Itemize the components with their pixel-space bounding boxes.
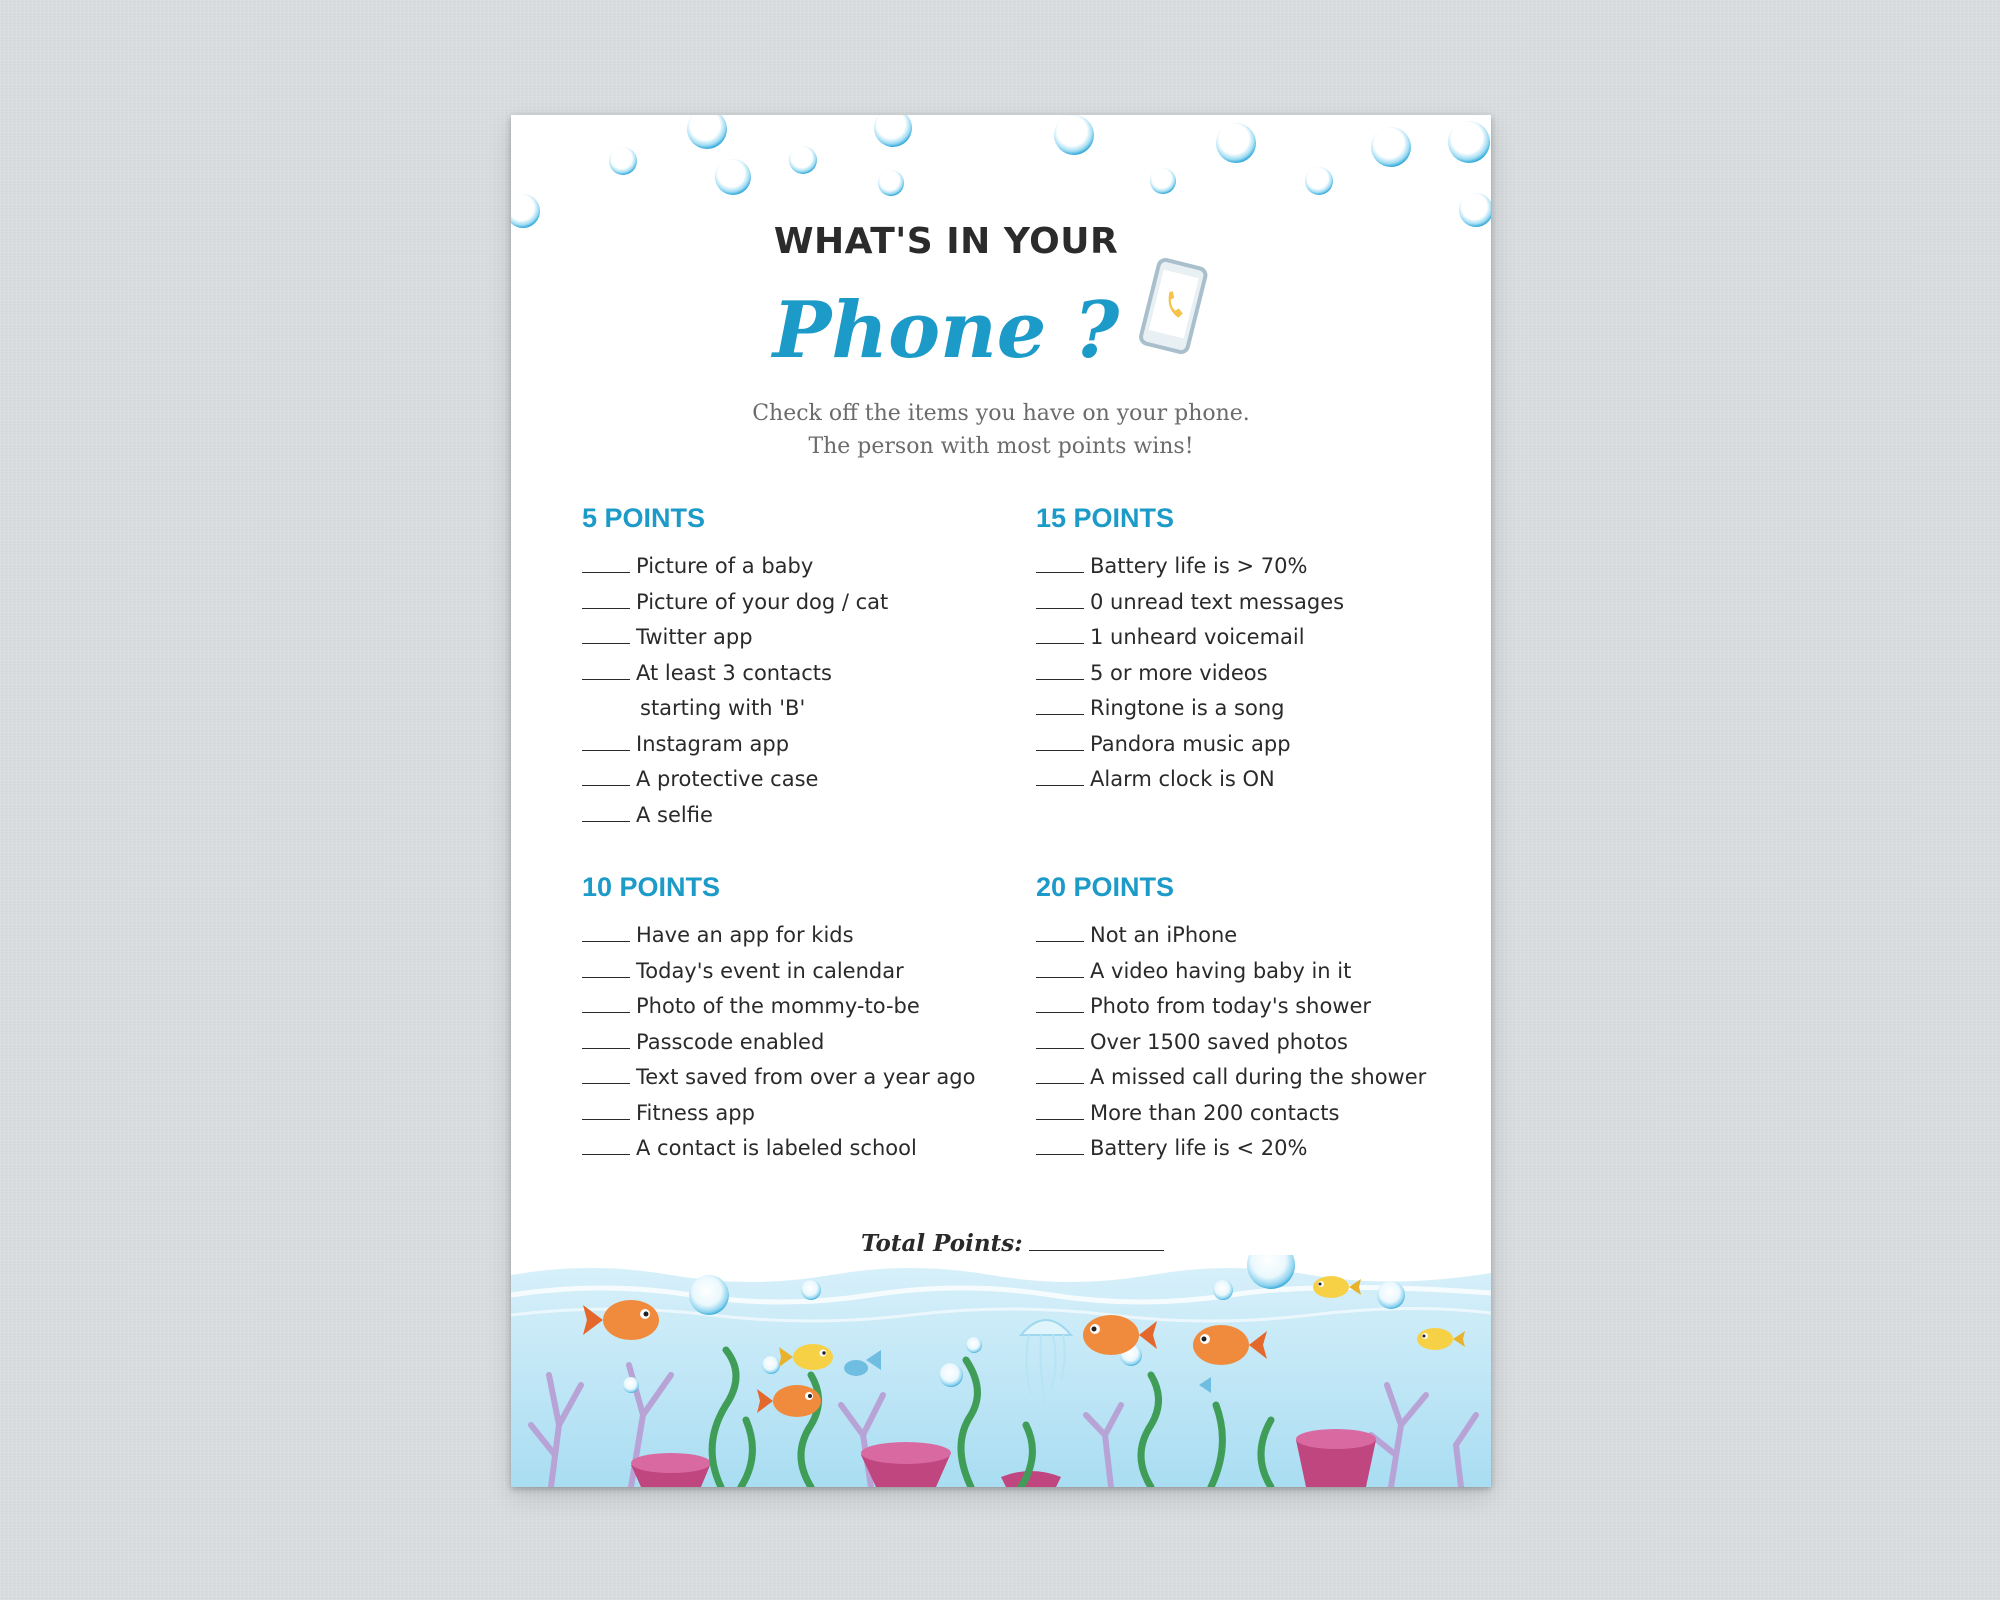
blank-line bbox=[582, 801, 630, 822]
section-title: 5 POINTS bbox=[582, 503, 706, 533]
section-title: 10 POINTS bbox=[582, 872, 721, 902]
list-item-continuation: starting with 'B' bbox=[640, 696, 806, 720]
blank-line bbox=[582, 552, 630, 573]
blank-line bbox=[582, 659, 630, 680]
list-item: Battery life is > 70% bbox=[1036, 549, 1456, 585]
blank-line bbox=[1036, 552, 1084, 573]
instructions-line-2: The person with most points wins! bbox=[808, 434, 1194, 459]
blank-line bbox=[1036, 921, 1084, 942]
blank-line bbox=[582, 921, 630, 942]
list-item: Not an iPhone bbox=[1036, 918, 1456, 954]
blank-line bbox=[582, 957, 630, 978]
list-item: Passcode enabled bbox=[582, 1025, 1002, 1061]
blank-line bbox=[582, 623, 630, 644]
blank-line bbox=[582, 1063, 630, 1084]
section-title: 15 POINTS bbox=[1036, 503, 1175, 533]
list-item: Fitness app bbox=[582, 1096, 1002, 1132]
list-item: Alarm clock is ON bbox=[1036, 762, 1456, 798]
blank-line bbox=[582, 765, 630, 786]
list-item: 0 unread text messages bbox=[1036, 585, 1456, 621]
list-item: Over 1500 saved photos bbox=[1036, 1025, 1456, 1061]
blank-line bbox=[1036, 1099, 1084, 1120]
list-item: Picture of a baby bbox=[582, 549, 1002, 585]
section-title: 20 POINTS bbox=[1036, 872, 1175, 902]
printable-card bbox=[511, 115, 1491, 1487]
list-item: A missed call during the shower bbox=[1036, 1060, 1456, 1096]
title-main: Phone ? bbox=[772, 285, 1120, 376]
list-item: At least 3 contacts bbox=[582, 656, 1002, 692]
blank-line bbox=[1036, 992, 1084, 1013]
blank-line bbox=[1036, 765, 1084, 786]
underwater-scene bbox=[511, 1255, 1491, 1487]
blank-line bbox=[1036, 1134, 1084, 1155]
blank-line bbox=[582, 1134, 630, 1155]
blank-line bbox=[582, 588, 630, 609]
blank-line bbox=[582, 1099, 630, 1120]
total-points-blank bbox=[1029, 1230, 1164, 1251]
blank-line bbox=[582, 730, 630, 751]
blank-line bbox=[1036, 1028, 1084, 1049]
list-item: Battery life is < 20% bbox=[1036, 1131, 1456, 1167]
phone-icon bbox=[1133, 257, 1213, 357]
list-item: Today's event in calendar bbox=[582, 954, 1002, 990]
blank-line bbox=[1036, 659, 1084, 680]
section-10-points bbox=[582, 872, 1002, 1167]
list-item: Instagram app bbox=[582, 727, 1002, 763]
list-item: A video having baby in it bbox=[1036, 954, 1456, 990]
list-item: A protective case bbox=[582, 762, 1002, 798]
list-item: Twitter app bbox=[582, 620, 1002, 656]
total-points-label: Total Points: bbox=[861, 1230, 1023, 1257]
blank-line bbox=[1036, 694, 1084, 715]
list-item: Pandora music app bbox=[1036, 727, 1456, 763]
list-item: Photo of the mommy-to-be bbox=[582, 989, 1002, 1025]
list-item: Ringtone is a song bbox=[1036, 691, 1456, 727]
instructions bbox=[511, 397, 1491, 463]
list-item: 5 or more videos bbox=[1036, 656, 1456, 692]
list-item: A contact is labeled school bbox=[582, 1131, 1002, 1167]
list-item: Have an app for kids bbox=[582, 918, 1002, 954]
blank-line bbox=[1036, 957, 1084, 978]
blank-line bbox=[1036, 730, 1084, 751]
total-points bbox=[861, 1230, 1164, 1257]
title-top: WHAT'S IN YOUR bbox=[773, 221, 1119, 262]
list-item: Text saved from over a year ago bbox=[582, 1060, 1002, 1096]
blank-line bbox=[1036, 623, 1084, 644]
section-20-points bbox=[1036, 872, 1456, 1167]
list-item: 1 unheard voicemail bbox=[1036, 620, 1456, 656]
blank-line bbox=[1036, 1063, 1084, 1084]
section-15-points bbox=[1036, 503, 1456, 798]
list-item: More than 200 contacts bbox=[1036, 1096, 1456, 1132]
instructions-line-1: Check off the items you have on your phone. bbox=[752, 401, 1250, 426]
blank-line bbox=[1036, 588, 1084, 609]
list-item: A selfie bbox=[582, 798, 1002, 834]
list-item: Photo from today's shower bbox=[1036, 989, 1456, 1025]
section-5-points bbox=[582, 503, 1002, 833]
blank-line bbox=[582, 992, 630, 1013]
blank-line bbox=[582, 1028, 630, 1049]
list-item: Picture of your dog / cat bbox=[582, 585, 1002, 621]
